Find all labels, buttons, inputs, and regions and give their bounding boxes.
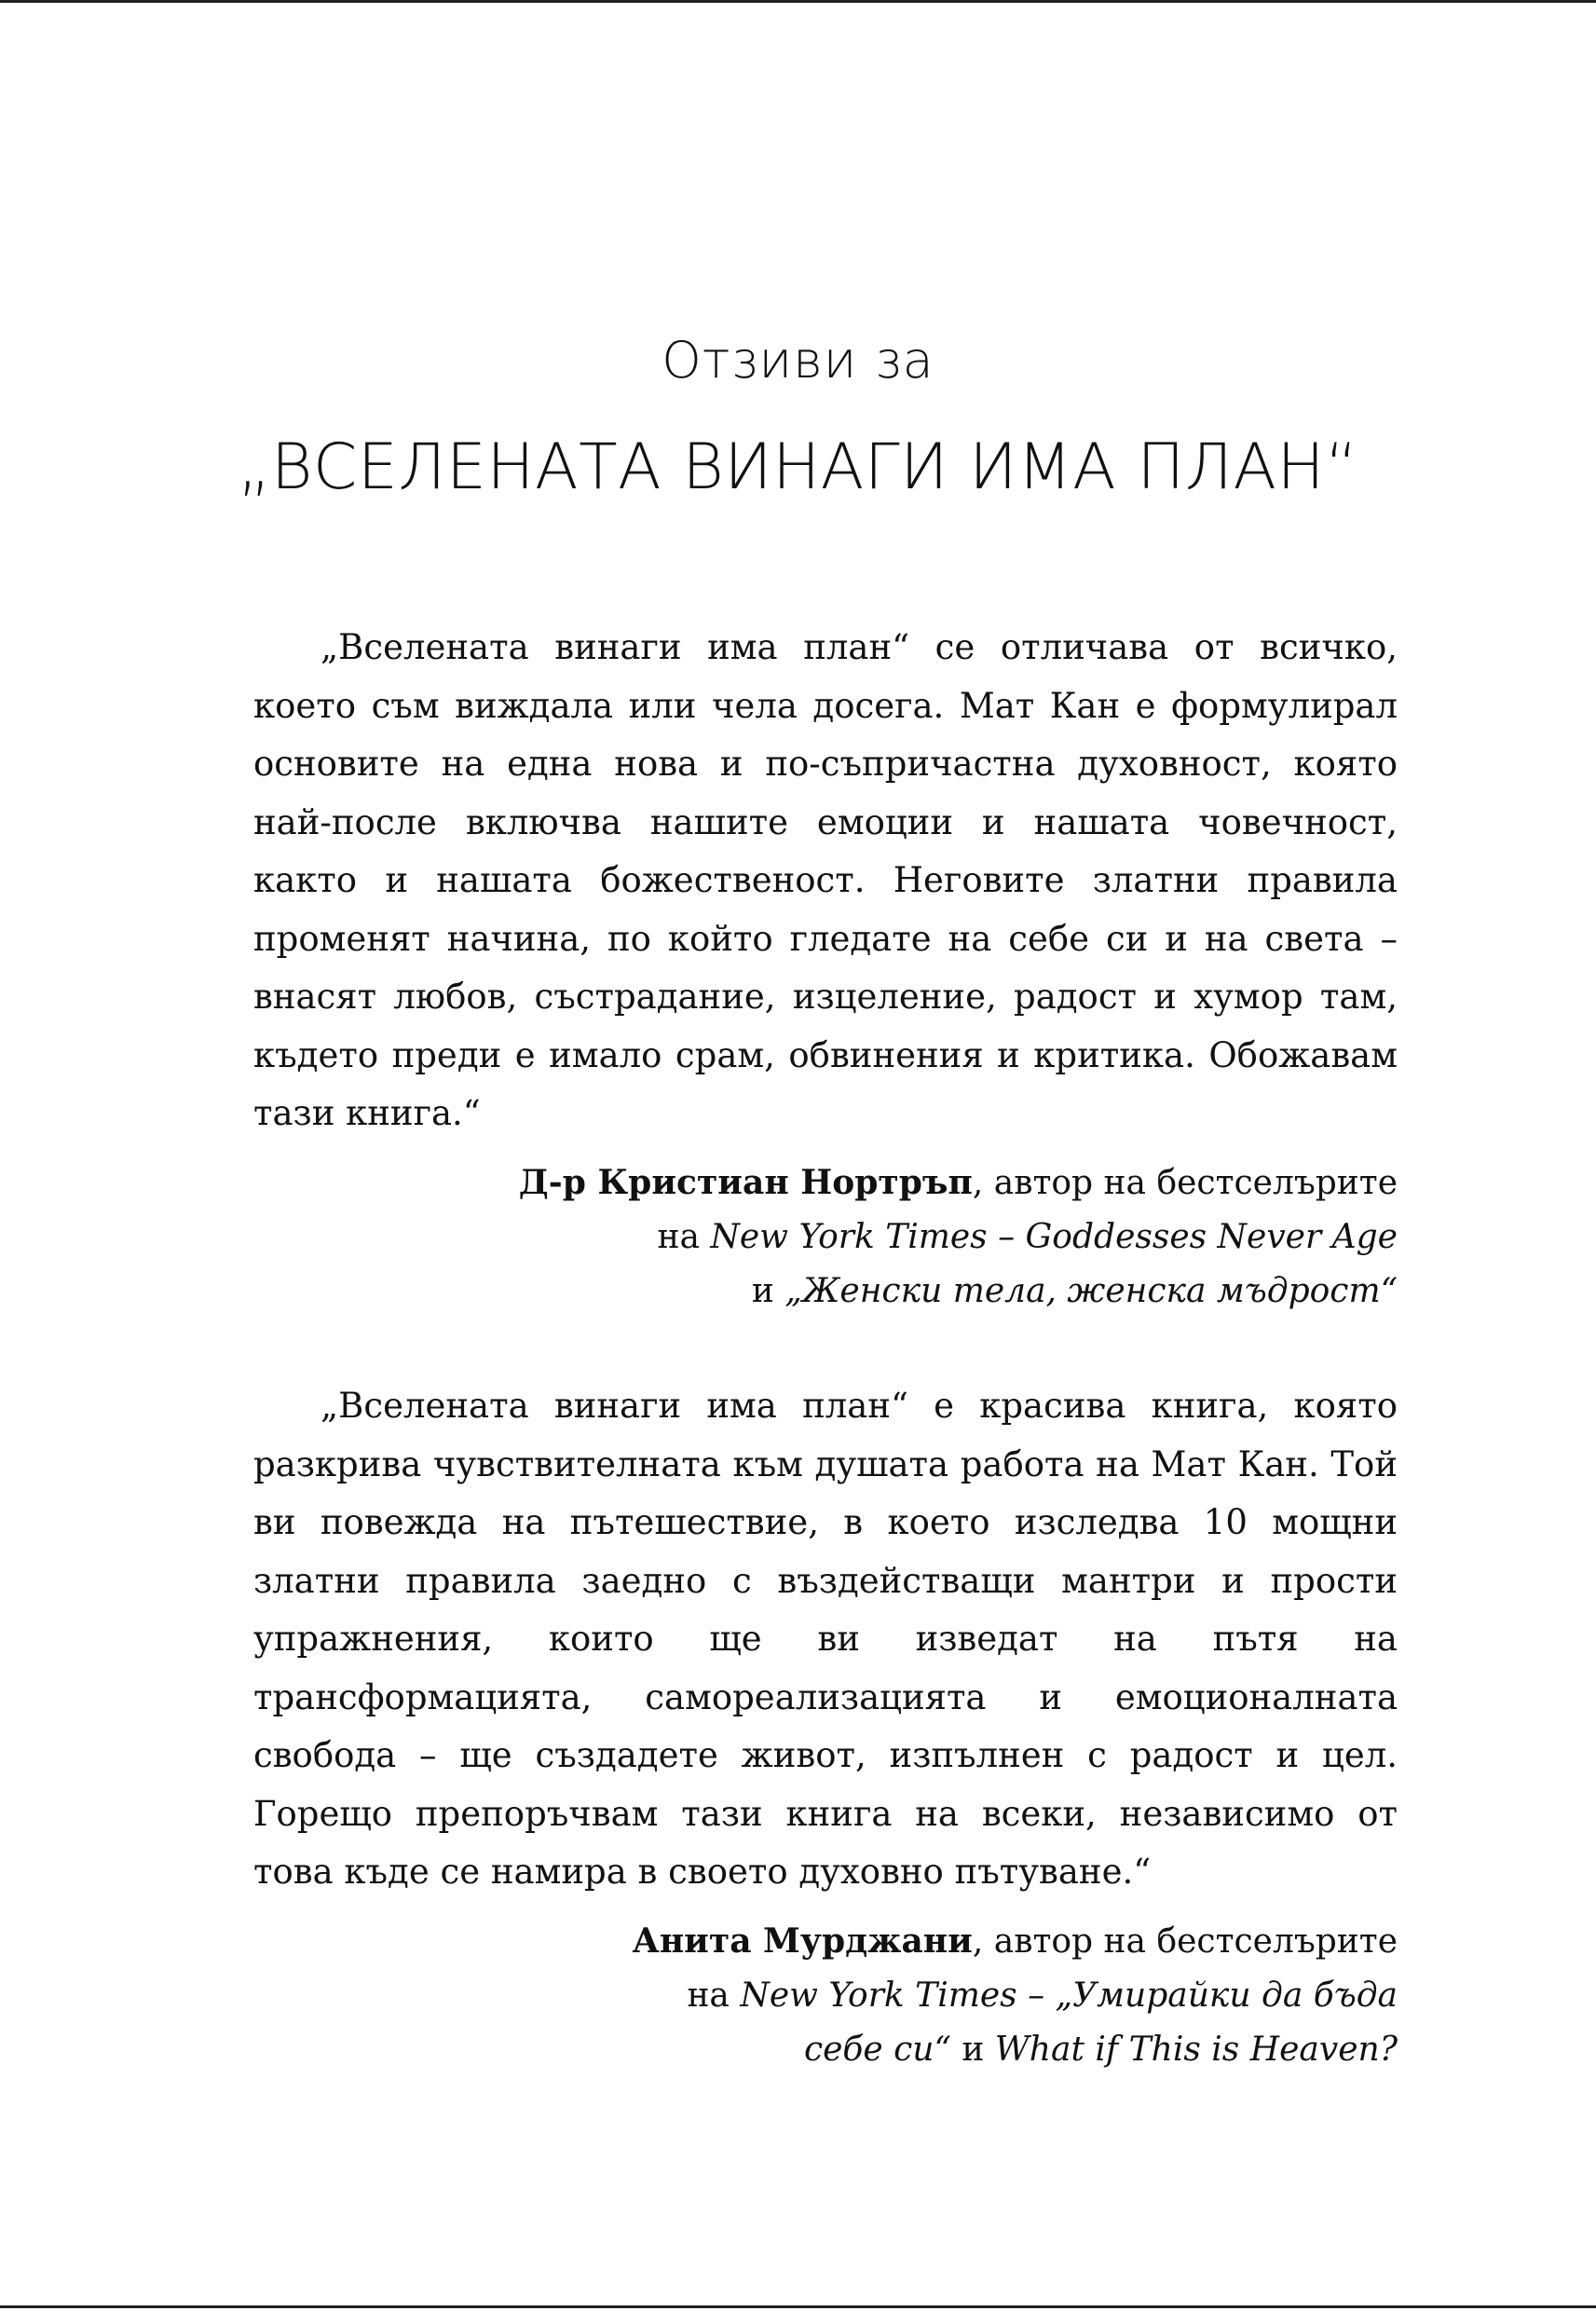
book-title: What if This is Heaven? xyxy=(994,2031,1398,2069)
top-border xyxy=(0,0,1596,3)
testimonial-quote: „Вселената винаги има план“ е красива книга, която разкрива чувствителната към душата работа на Мат Кан. Той ви повежда на пътешествие, в което изследва 10 мощни златни правила заедно с въздействащи мантри и прости упражнения, които ще ви изведат на пътя на трансформацията, самореализацията и емоционалната свобода – ще създадете живот, изпълнен с радост и цел. Горещо препоръчвам тази книга на всеки, независимо от това къде се намира в своето духовно пътуване.“ xyxy=(253,1386,1398,1892)
bottom-border xyxy=(0,2305,1596,2308)
attribution-text: на xyxy=(687,1976,741,2015)
page-subtitle: Отзиви за xyxy=(662,331,934,390)
book-title: себе си“ xyxy=(803,2031,951,2069)
attribution-line xyxy=(253,1265,1398,1319)
page-title: „ВСЕЛЕНАТА ВИНАГИ ИМА ПЛАН“ xyxy=(238,431,1358,504)
attribution-text: на xyxy=(657,1218,711,1256)
book-title: New York Times – „Умирайки да бъда xyxy=(740,1976,1398,2015)
author-name: Д-р Кристиан Нортръп xyxy=(518,1163,973,1202)
testimonial-attribution xyxy=(253,1914,1398,2077)
attribution-line xyxy=(253,2023,1398,2077)
attribution-line xyxy=(253,1156,1398,1210)
author-role: , автор на бестселърите xyxy=(972,1164,1398,1202)
book-title: „Женски тела, женска мъдрост“ xyxy=(784,1272,1398,1310)
attribution-line xyxy=(253,1210,1398,1265)
attribution-text: и xyxy=(751,1272,785,1310)
author-role: , автор на бестселърите xyxy=(972,1922,1398,1961)
attribution-text: и xyxy=(950,2031,995,2069)
attribution-line xyxy=(253,1969,1398,2023)
book-title: New York Times – Goddesses Never Age xyxy=(710,1218,1398,1256)
testimonial-attribution xyxy=(253,1156,1398,1319)
testimonial-quote: „Вселената винаги има план“ се отличава от всичко, което съм виждала или чела досега. Мат Кан е формулирал основите на една нова и по-съпричастна духовност, която най-после включва нашите емоции и нашата човечност, както и нашата божественост. Неговите златни правила променят начина, по който гледате на себе си и на света – внасят любов, състрадание, изцеление, радост и хумор там, където преди е имало срам, обвинения и критика. Обожавам тази книга.“ xyxy=(253,627,1398,1133)
attribution-line xyxy=(253,1914,1398,1969)
author-name: Анита Мурджани xyxy=(632,1921,973,1961)
